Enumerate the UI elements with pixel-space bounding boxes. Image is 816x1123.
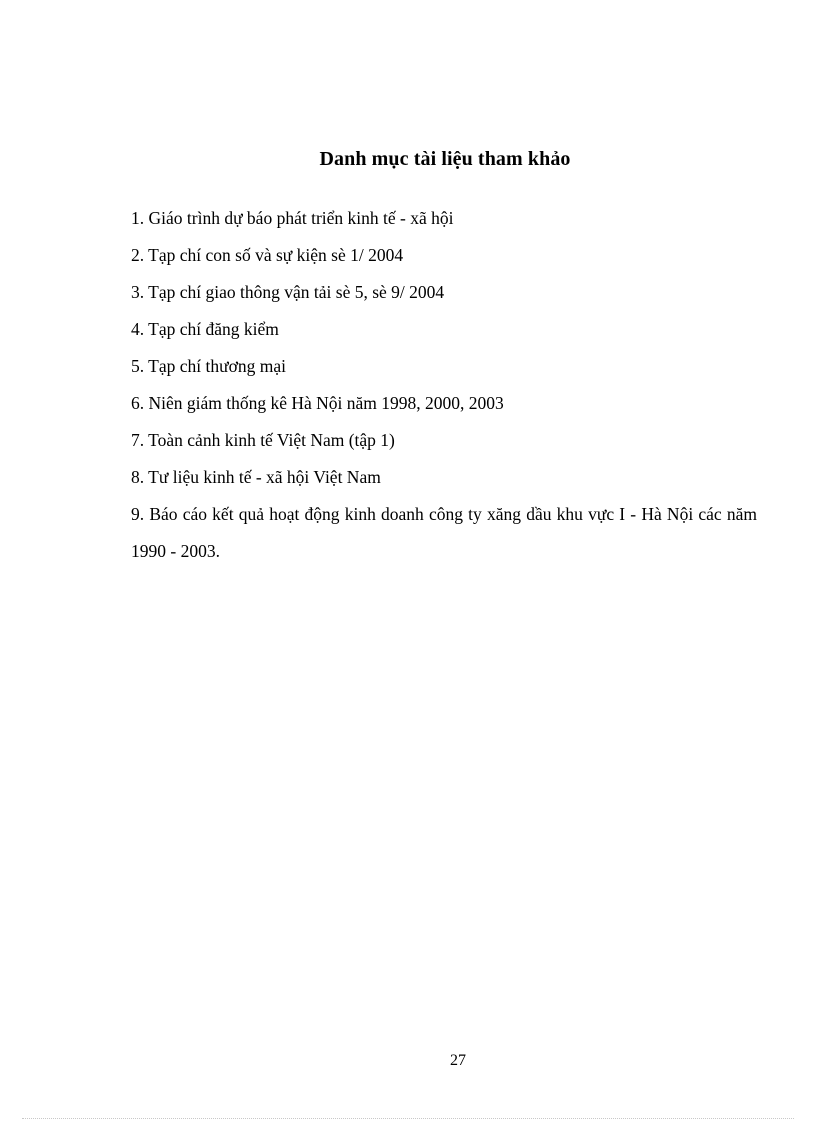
reference-list: [131, 200, 757, 570]
reference-item-8: 8. Tư liệu kinh tế - xã hội Việt Nam: [131, 467, 381, 487]
page-bottom-rule: [22, 1118, 794, 1119]
reference-item-1: 1. Giáo trình dự báo phát triển kinh tế - xã hội: [131, 208, 454, 228]
reference-item-7: 7. Toàn cảnh kinh tế Việt Nam (tập 1): [131, 430, 395, 450]
page-title: Danh mục tài liệu tham khảo: [319, 148, 571, 170]
page-number: 27: [450, 1052, 466, 1069]
reference-item-5: 5. Tạp chí thương mại: [131, 356, 286, 376]
reference-item-6: 6. Niên giám thống kê Hà Nội năm 1998, 2000, 2003: [131, 393, 504, 413]
reference-item-9: 9. Báo cáo kết quả hoạt động kinh doanh công ty xăng dầu khu vực I - Hà Nội các năm 1990 - 2003.: [131, 504, 757, 561]
reference-item-4: 4. Tạp chí đăng kiểm: [131, 319, 279, 339]
reference-item-2: 2. Tạp chí con số và sự kiện sè 1/ 2004: [131, 245, 404, 265]
reference-item-3: 3. Tạp chí giao thông vận tải sè 5, sè 9/ 2004: [131, 282, 445, 302]
